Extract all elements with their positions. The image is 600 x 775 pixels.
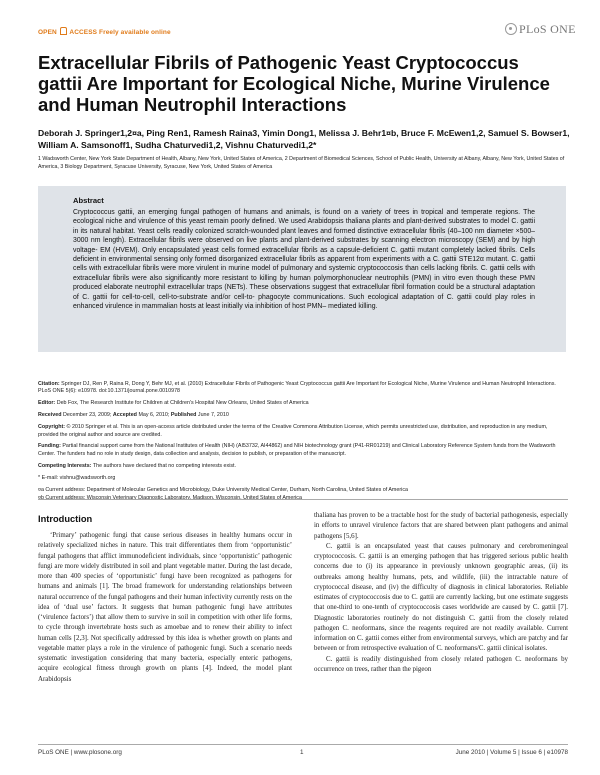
competing-text: The authors have declared that no competing interests exist. xyxy=(92,462,237,469)
citation-line xyxy=(38,381,568,396)
journal-logo-text: PLoS ONE xyxy=(519,22,576,36)
open-access-banner xyxy=(38,27,171,36)
intro-paragraph-4: C. gattii is readily distinguished from closely related pathogen C. neoformans by occurrence on trees, rather than the pigeon xyxy=(314,655,568,673)
freely-available-label: Freely available online xyxy=(99,29,171,36)
author-list: Deborah J. Springer1,2¤a, Ping Ren1, Ramesh Raina3, Yimin Dong1, Melissa J. Behr1¤b, Bruce F. McEwen1,2, Samuel S. Bowser1, William A. Samsonoff1, Sudha Chaturvedi1,2, Vishnu Chaturvedi1,2* xyxy=(38,128,570,150)
editor-label: Editor: xyxy=(38,400,56,407)
open-access-lock-icon xyxy=(60,27,67,35)
editor-text: Deb Fox, The Research Institute for Children at Children's Hospital New Orleans, United States of America xyxy=(56,400,309,407)
abstract-heading: Abstract xyxy=(73,196,104,205)
received-date: December 23, 2009; xyxy=(62,412,112,419)
citation-label: Citation: xyxy=(38,381,60,387)
funding-line xyxy=(38,443,568,458)
published-label: Published xyxy=(170,412,197,419)
intro-paragraph-1: ‘Primary’ pathogenic fungi that cause serious diseases in healthy humans occur in relatively specialized niches in nature. This trait differentiates them from ‘opportunistic’ fungal pathogens that afflict immunodeficient individuals, since ‘opportunistic’ pathogenic fungi are more widely distributed in soil and plant vegetable matter. During the last decade, more than 400 species of ‘opportunistic’ fungi have been recognized as pathogens for humans and animals [1]. The broad framework for understanding relationships between natural occurrence of the fungal pathogens and their human infectivity currently rests on the idea of ‘dual use’ factors. It suggests that human pathogenic fungi have attributes (‘virulence factors’) that allow them to survive in soil in competition with other life forms, to cycle through invertebrate hosts such as amoebae and to renew their ability to infect human cells [2,3]. Not specifically addressed by this idea is whether growth on plants and vegetable matter plays a role in the virulence of pathogenic fungi. Such a scenario needs systematic investigation considering that many bacteria, especially enteric pathogens, acquire ecological fitness through growth on plants [4]. Indeed, the model plant Arabidopsis xyxy=(38,532,292,683)
accepted-label: Accepted xyxy=(112,412,137,419)
footer-divider xyxy=(38,744,568,745)
received-label: Received xyxy=(38,412,62,419)
copyright-text: © 2010 Springer et al. This is an open-access article distributed under the terms of the Creative Commons Attribution License, which permits unrestricted use, distribution, and reproduction in any medium, provided the original author and source are credited. xyxy=(38,424,548,438)
introduction-heading: Introduction xyxy=(38,514,93,524)
footer-page-number: 1 xyxy=(300,749,304,756)
article-metadata xyxy=(38,381,568,507)
editor-line xyxy=(38,400,568,407)
left-column xyxy=(38,531,292,685)
plos-logo-icon xyxy=(505,23,517,35)
address-a-line: ¤a Current address: Department of Molecular Genetics and Microbiology, Duke University Medical Center, Durham, North Carolina, United States of America xyxy=(38,486,408,493)
right-column xyxy=(314,511,568,675)
open-label: OPEN xyxy=(38,29,57,36)
accepted-date: May 6, 2010; xyxy=(138,412,170,419)
address-b-line: ¤b Current address: Wisconsin Veterinary Diagnostic Laboratory, Madison, Wisconsin, United States of America xyxy=(38,494,302,501)
abstract-box xyxy=(38,186,566,352)
article-title: Extracellular Fibrils of Pathogenic Yeast Cryptococcus gattii Are Important for Ecological Niche, Murine Virulence and Human Neutrophil Interactions xyxy=(38,52,550,115)
competing-line xyxy=(38,463,568,470)
dates-line xyxy=(38,412,568,419)
published-date: June 7, 2010 xyxy=(197,412,229,419)
footer-issue: June 2010 | Volume 5 | Issue 6 | e10978 xyxy=(455,749,568,756)
competing-label: Competing Interests: xyxy=(38,462,92,469)
copyright-line xyxy=(38,424,568,439)
citation-text: Springer DJ, Ren P, Raina R, Dong Y, Behr MJ, et al. (2010) Extracellular Fibrils of Pathogenic Yeast Cryptococcus gattii Are Important for Ecological Niche, Murine Virulence and Human Neutrophil Interactions. PLoS ONE 5(6): e10978. doi:10.1371/journal.pone.0010978 xyxy=(38,381,556,395)
email-line[interactable]: * E-mail: vishnu@wadsworth.org xyxy=(38,474,116,481)
funding-text: Partial financial support came from the National Institutes of Health (NIH) (AI53732, AI44862) and NIH biotechnology grant (P41-RR01219) and Clinical Laboratory Reference System funds from the Wadsworth Center. The funders had no role in study design, data collection and analysis, decision to publish, or preparation of the manuscript. xyxy=(38,443,556,457)
abstract-text: Cryptococcus gattii, an emerging fungal pathogen of humans and animals, is found on a variety of trees in tropical and temperate regions. The ecological niche and virulence of this yeast remain poorly defined. We used Arabidopsis thaliana plants and plant-derived substrates to model C. gattii in its natural habitat. Yeast cells readily colonized scratch-wounded plant leaves and formed distinctive extracellular fibrils (40–100 nm diameter ×500–3000 nm length). Extracellular fibrils were observed on live plants and plant-derived substrates by scanning electron microscopy (SEM) and by high voltage- EM (HVEM). Only encapsulated yeast cells formed extracellular fibrils as a capsule-deficient C. gattii mutant completely lacked fibrils. Cells deficient in environmental sensing only formed disorganized extracellular fibrils as apparent from experiments with a C. gattii STE12α mutant. C. gattii cells with extracellular fibrils were more virulent in murine model of pulmonary and systemic cryptococcosis than cells lacking fibrils. C. gattii cells with extracellular fibrils were also significantly more resistant to killing by human polymorphonuclear neutrophils (PMN) in vitro even though these PMN produced elaborate neutrophil extracellular traps (NETs). These observations suggest that extracellular fibril formation could be a structural adaptation of C. gattii for cell-to-cell, cell-to-substrate and/or cell-to- phagocyte communications. Such ecological adaptation of C. gattii could play roles in enhanced virulence in mammalian hosts at least initially via inhibition of host PMN– mediated killing. xyxy=(73,209,535,311)
section-divider xyxy=(38,499,568,500)
copyright-label: Copyright: xyxy=(38,424,66,431)
journal-logo xyxy=(505,22,576,37)
affiliations: 1 Wadsworth Center, New York State Department of Health, Albany, New York, United States of America, 2 Department of Biomedical Sciences, School of Public Health, University at Albany, Albany, New York, United States of America, 3 Biology Department, Syracuse University, Syracuse, New York, United States of America xyxy=(38,156,565,171)
intro-paragraph-3: C. gattii is an encapsulated yeast that causes pulmonary and cerebromeningeal cryptococcosis. C. gattii is an emerging pathogen that has triggered serious public health concerns due to (i) its appearance in previously unknown geographic areas, (ii) its outbreaks among healthy humans, pets, and wildlife, (iii) the intractable nature of cryptococcal disease, and (iv) the difficulty of diagnosis in clinical laboratories. Reliable estimates of cryptococcosis due to C. gattii are currently lacking, but one estimate suggests that one-third to one-tenth of cryptococcosis cases worldwide are caused by C. gattii [7]. Diagnostic laboratories routinely do not distinguish C. gattii from the closely related pathogen C. neoformans, since the reagents required are not readily available. Current information on C. gattii comes either from environmental surveys, which are patchy and far between or from retrospective evaluation of C. neoformans/C. gattii clinical isolates. xyxy=(314,542,568,653)
access-label: ACCESS xyxy=(69,29,98,36)
footer-journal: PLoS ONE | www.plosone.org xyxy=(38,749,122,756)
funding-label: Funding: xyxy=(38,443,61,450)
intro-paragraph-2: thaliana has proven to be a tractable host for the study of bacterial pathogenesis, especially in efforts to unravel virulence factors that are shared between plant pathogens and animal pathogens [5,6]. xyxy=(314,512,568,540)
